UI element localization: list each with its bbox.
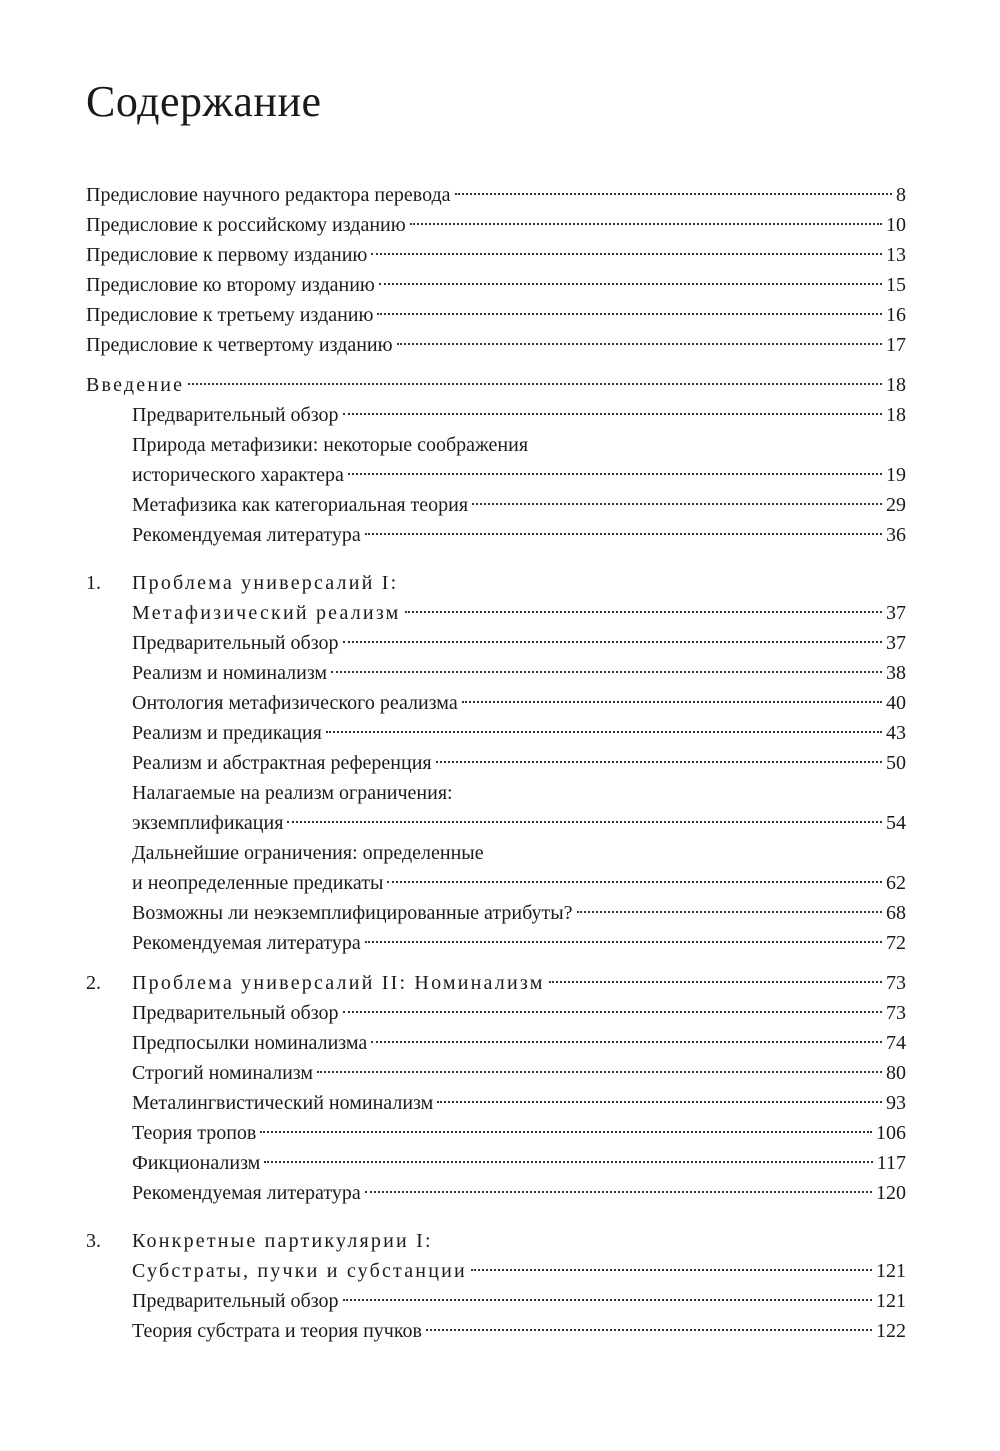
- toc-entry[interactable]: [86, 1058, 906, 1088]
- dot-leader: [371, 253, 882, 255]
- dot-leader: [260, 1131, 872, 1133]
- toc-entry-preface-second[interactable]: [86, 270, 906, 300]
- toc-entry-label: экземплификация: [132, 812, 284, 834]
- toc-entry-label: Рекомендуемая литература: [132, 932, 361, 954]
- chapter-title-text: Конкретные партикулярии I:: [132, 1230, 433, 1252]
- dot-leader: [326, 731, 882, 733]
- toc-entry-label: Предпосылки номинализма: [132, 1032, 368, 1054]
- toc-section-title: Введение: [86, 374, 185, 396]
- toc-page-number: 13: [886, 244, 906, 266]
- dot-leader: [577, 911, 882, 913]
- toc-entry[interactable]: [86, 658, 906, 688]
- toc-page-number: 40: [886, 692, 906, 714]
- dot-leader: [317, 1071, 882, 1073]
- toc-page-number: 80: [886, 1062, 906, 1084]
- toc-entry-label: Предисловие к первому изданию: [86, 244, 368, 266]
- toc-chapter-2[interactable]: [86, 968, 906, 998]
- toc-entry-label: Реализм и предикация: [132, 722, 322, 744]
- toc-page-number: 18: [886, 404, 906, 426]
- toc-page-number: 120: [876, 1182, 906, 1204]
- toc-entry-label: Металингвистический номинализм: [132, 1092, 434, 1114]
- toc-entry-label: Фикционализм: [132, 1152, 261, 1174]
- toc-entry-label: Предисловие к четвертому изданию: [86, 334, 393, 356]
- page-title: Содержание: [86, 77, 322, 126]
- toc-page-number: 10: [886, 214, 906, 236]
- toc-page-number: 72: [886, 932, 906, 954]
- toc-entry-label: и неопределенные предикаты: [132, 872, 384, 894]
- dot-leader: [387, 881, 882, 883]
- toc-page-number: 122: [876, 1320, 906, 1342]
- dot-leader: [437, 1101, 882, 1103]
- toc-entry-label: Предварительный обзор: [132, 1290, 339, 1312]
- toc-entry-line1[interactable]: [86, 778, 906, 808]
- toc-page-number: 43: [886, 722, 906, 744]
- toc-entry-label: исторического характера: [132, 464, 344, 486]
- dot-leader: [188, 383, 882, 385]
- spacer: [86, 1208, 906, 1226]
- dot-leader: [426, 1329, 872, 1331]
- table-of-contents: [86, 180, 906, 1346]
- toc-chapter-1-line1[interactable]: [86, 568, 906, 598]
- toc-entry[interactable]: [86, 1286, 906, 1316]
- dot-leader: [343, 641, 882, 643]
- dot-leader: [348, 473, 882, 475]
- chapter-title-text: Проблема универсалий II: Номинализм: [132, 972, 545, 994]
- dot-leader: [455, 193, 892, 195]
- toc-entry-preface-fourth[interactable]: [86, 330, 906, 360]
- toc-entry-line2[interactable]: [86, 808, 906, 838]
- toc-page-number: 106: [876, 1122, 906, 1144]
- spacer: [86, 550, 906, 568]
- toc-entry[interactable]: [86, 1088, 906, 1118]
- toc-entry-label: Возможны ли неэкземплифицированные атрибуты?: [132, 902, 573, 924]
- toc-entry[interactable]: [86, 520, 906, 550]
- toc-page-number: 117: [876, 1152, 906, 1174]
- spacer: [86, 958, 906, 968]
- dot-leader: [379, 283, 882, 285]
- toc-page-number: 19: [886, 464, 906, 486]
- dot-leader: [287, 821, 882, 823]
- toc-entry-label: Предисловие ко второму изданию: [86, 274, 375, 296]
- toc-entry[interactable]: [86, 718, 906, 748]
- toc-entry-line1[interactable]: [86, 838, 906, 868]
- dot-leader: [365, 1191, 872, 1193]
- toc-entry-label: Природа метафизики: некоторые соображения: [132, 434, 529, 456]
- toc-entry-label: Налагаемые на реализм ограничения:: [132, 782, 453, 804]
- dot-leader: [377, 313, 882, 315]
- toc-entry-label: Предисловие научного редактора перевода: [86, 184, 451, 206]
- toc-page-number: 37: [886, 632, 906, 654]
- toc-chapter-title: [86, 568, 398, 598]
- toc-entry-preface-third[interactable]: [86, 300, 906, 330]
- toc-page-number: 36: [886, 524, 906, 546]
- toc-entry-label: Онтология метафизического реализма: [132, 692, 458, 714]
- dot-leader: [343, 413, 882, 415]
- toc-entry-label: Предисловие к третьему изданию: [86, 304, 374, 326]
- toc-chapter-1-line2[interactable]: [86, 598, 906, 628]
- toc-page-number: 38: [886, 662, 906, 684]
- toc-entry-label: Метафизика как категориальная теория: [132, 494, 469, 516]
- toc-entry-label: Рекомендуемая литература: [132, 524, 361, 546]
- toc-page-number: 62: [886, 872, 906, 894]
- toc-entry[interactable]: [86, 998, 906, 1028]
- toc-entry-preface-russian[interactable]: [86, 210, 906, 240]
- toc-entry-label: Дальнейшие ограничения: определенные: [132, 842, 484, 864]
- toc-entry[interactable]: [86, 628, 906, 658]
- toc-page-number: 68: [886, 902, 906, 924]
- toc-entry[interactable]: [86, 688, 906, 718]
- dot-leader: [471, 1269, 872, 1271]
- chapter-title-text: Метафизический реализм: [132, 602, 401, 624]
- toc-section-introduction[interactable]: [86, 370, 906, 400]
- dot-leader: [264, 1161, 872, 1163]
- dot-leader: [410, 223, 882, 225]
- toc-entry-label: Предварительный обзор: [132, 632, 339, 654]
- spacer: [86, 360, 906, 370]
- toc-chapter-3-line2[interactable]: [86, 1256, 906, 1286]
- dot-leader: [343, 1011, 882, 1013]
- toc-entry[interactable]: [86, 400, 906, 430]
- toc-entry[interactable]: [86, 748, 906, 778]
- dot-leader: [462, 701, 882, 703]
- dot-leader: [365, 533, 882, 535]
- toc-entry[interactable]: [86, 1148, 906, 1178]
- toc-chapter-3-line1[interactable]: [86, 1226, 906, 1256]
- toc-entry[interactable]: [86, 490, 906, 520]
- toc-page-number: 73: [886, 1002, 906, 1024]
- toc-entry[interactable]: [86, 928, 906, 958]
- chapter-number: 1.: [86, 572, 101, 594]
- toc-entry-line1[interactable]: [86, 430, 906, 460]
- toc-page-number: 121: [876, 1260, 906, 1282]
- toc-entry[interactable]: [86, 1178, 906, 1208]
- chapter-number: 3.: [86, 1230, 101, 1252]
- toc-entry[interactable]: [86, 1028, 906, 1058]
- toc-entry-label: Строгий номинализм: [132, 1062, 314, 1084]
- toc-entry-label: Теория субстрата и теория пучков: [132, 1320, 422, 1342]
- toc-entry-label: Рекомендуемая литература: [132, 1182, 361, 1204]
- toc-entry-line2[interactable]: [86, 460, 906, 490]
- toc-page-number: 15: [886, 274, 906, 296]
- chapter-number: 2.: [86, 972, 101, 994]
- toc-page-number: 8: [896, 184, 906, 206]
- toc-entry-label: Предварительный обзор: [132, 404, 339, 426]
- toc-page-number: 17: [886, 334, 906, 356]
- toc-entry-preface-editor[interactable]: [86, 180, 906, 210]
- toc-page-number: 50: [886, 752, 906, 774]
- dot-leader: [549, 981, 882, 983]
- toc-page-number: 73: [886, 972, 906, 994]
- dot-leader: [343, 1299, 872, 1301]
- dot-leader: [472, 503, 882, 505]
- toc-page-number: 18: [886, 374, 906, 396]
- chapter-title-text: Проблема универсалий I:: [132, 572, 399, 594]
- toc-page-number: 93: [886, 1092, 906, 1114]
- toc-entry-label: Предварительный обзор: [132, 1002, 339, 1024]
- toc-entry-line2[interactable]: [86, 868, 906, 898]
- toc-chapter-title: [86, 968, 545, 998]
- dot-leader: [397, 343, 882, 345]
- toc-entry-label: Реализм и абстрактная референция: [132, 752, 432, 774]
- chapter-title-text: Субстраты, пучки и субстанции: [132, 1260, 467, 1282]
- toc-entry[interactable]: [86, 1118, 906, 1148]
- toc-chapter-title: [86, 1226, 433, 1256]
- toc-entry-preface-first[interactable]: [86, 240, 906, 270]
- dot-leader: [331, 671, 882, 673]
- toc-entry-label: Предисловие к российскому изданию: [86, 214, 406, 236]
- toc-entry[interactable]: [86, 1316, 906, 1346]
- dot-leader: [371, 1041, 882, 1043]
- toc-page-number: 74: [886, 1032, 906, 1054]
- toc-entry-label: Теория тропов: [132, 1122, 257, 1144]
- dot-leader: [436, 761, 882, 763]
- toc-page-number: 37: [886, 602, 906, 624]
- dot-leader: [405, 611, 883, 613]
- toc-page-number: 16: [886, 304, 906, 326]
- toc-page-number: 121: [876, 1290, 906, 1312]
- toc-entry-label: Реализм и номинализм: [132, 662, 328, 684]
- toc-page-number: 54: [886, 812, 906, 834]
- dot-leader: [365, 941, 882, 943]
- toc-page-number: 29: [886, 494, 906, 516]
- toc-entry[interactable]: [86, 898, 906, 928]
